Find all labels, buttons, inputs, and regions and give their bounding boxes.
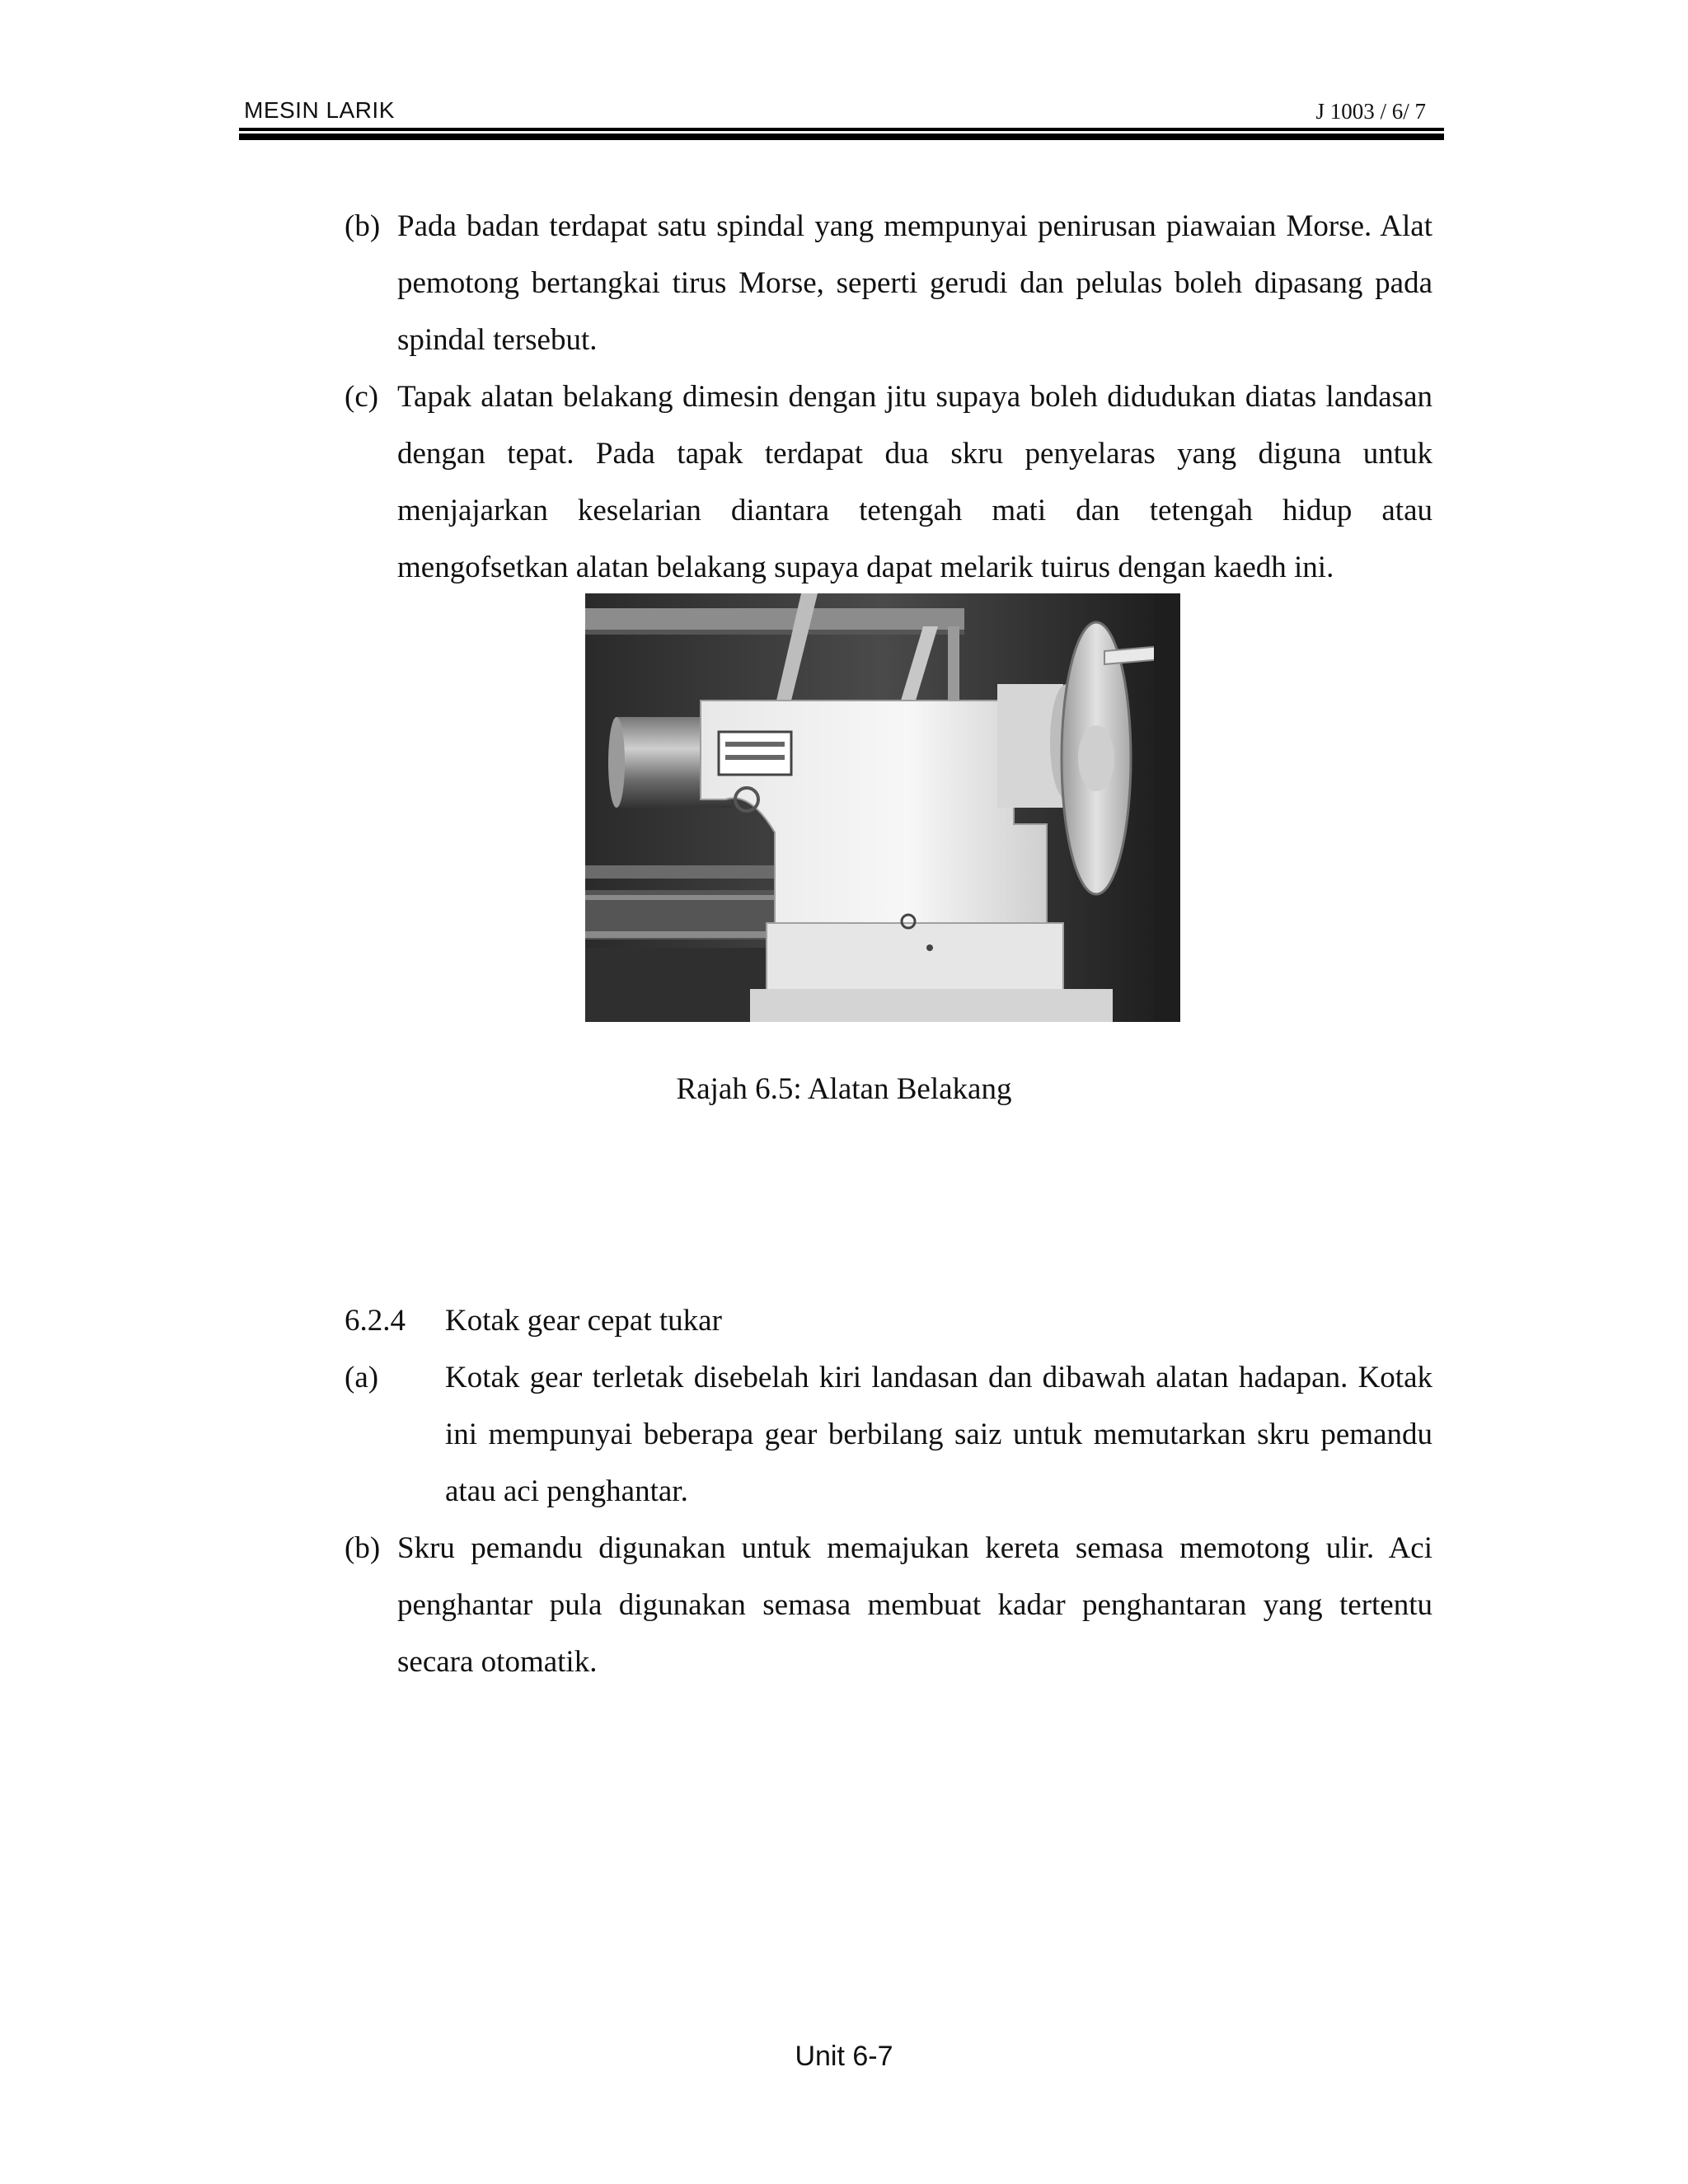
section-6-2-4 [345, 1292, 1432, 1690]
item-marker: (c) [345, 380, 379, 414]
list-item [345, 198, 1432, 368]
header-rule-thick [239, 134, 1444, 140]
header-rule-thin [239, 128, 1444, 131]
item-marker: (b) [345, 1531, 381, 1565]
figure-caption: Rajah 6.5: Alatan Belakang [676, 1072, 1012, 1106]
tailstock-photo [585, 593, 1180, 1030]
item-marker: (a) [345, 1361, 379, 1394]
header-page-code: J 1003 / 6/ 7 [1315, 99, 1426, 124]
list-item [345, 1520, 1432, 1690]
header-title: MESIN LARIK [244, 97, 395, 123]
section-number: 6.2.4 [345, 1304, 406, 1338]
list-item [345, 1349, 1432, 1520]
item-text: Kotak gear terletak disebelah kiri landasan dan dibawah alatan hadapan. Kotak ini mempunyai beberapa gear berbilang saiz untuk memutarkan skru pemandu atau aci penghantar. [445, 1361, 1432, 1508]
item-text: Pada badan terdapat satu spindal yang mempunyai penirusan piawaian Morse. Alat pemotong bertangkai tirus Morse, seperti gerudi dan pelulas boleh dipasang pada spindal tersebut. [397, 209, 1432, 357]
page-footer: Unit 6-7 [795, 2041, 893, 2072]
top-list [345, 198, 1432, 596]
section-heading [345, 1292, 1432, 1349]
item-text: Skru pemandu digunakan untuk memajukan kereta semasa memotong ulir. Aci penghantar pula digunakan semasa membuat kadar penghantaran yang tertentu secara otomatik. [397, 1531, 1432, 1679]
page-header [237, 97, 1434, 130]
item-marker: (b) [345, 209, 381, 243]
item-text: Tapak alatan belakang dimesin dengan jitu supaya boleh didudukan diatas landasan dengan tepat. Pada tapak terdapat dua skru penyelaras yang diguna untuk menjajarkan keselarian diantara tetengah mati dan tetengah hidup atau mengofsetkan alatan belakang supaya dapat melarik tuirus dengan kaedh ini. [397, 380, 1432, 584]
list-item [345, 368, 1432, 596]
section-title: Kotak gear cepat tukar [445, 1304, 722, 1338]
